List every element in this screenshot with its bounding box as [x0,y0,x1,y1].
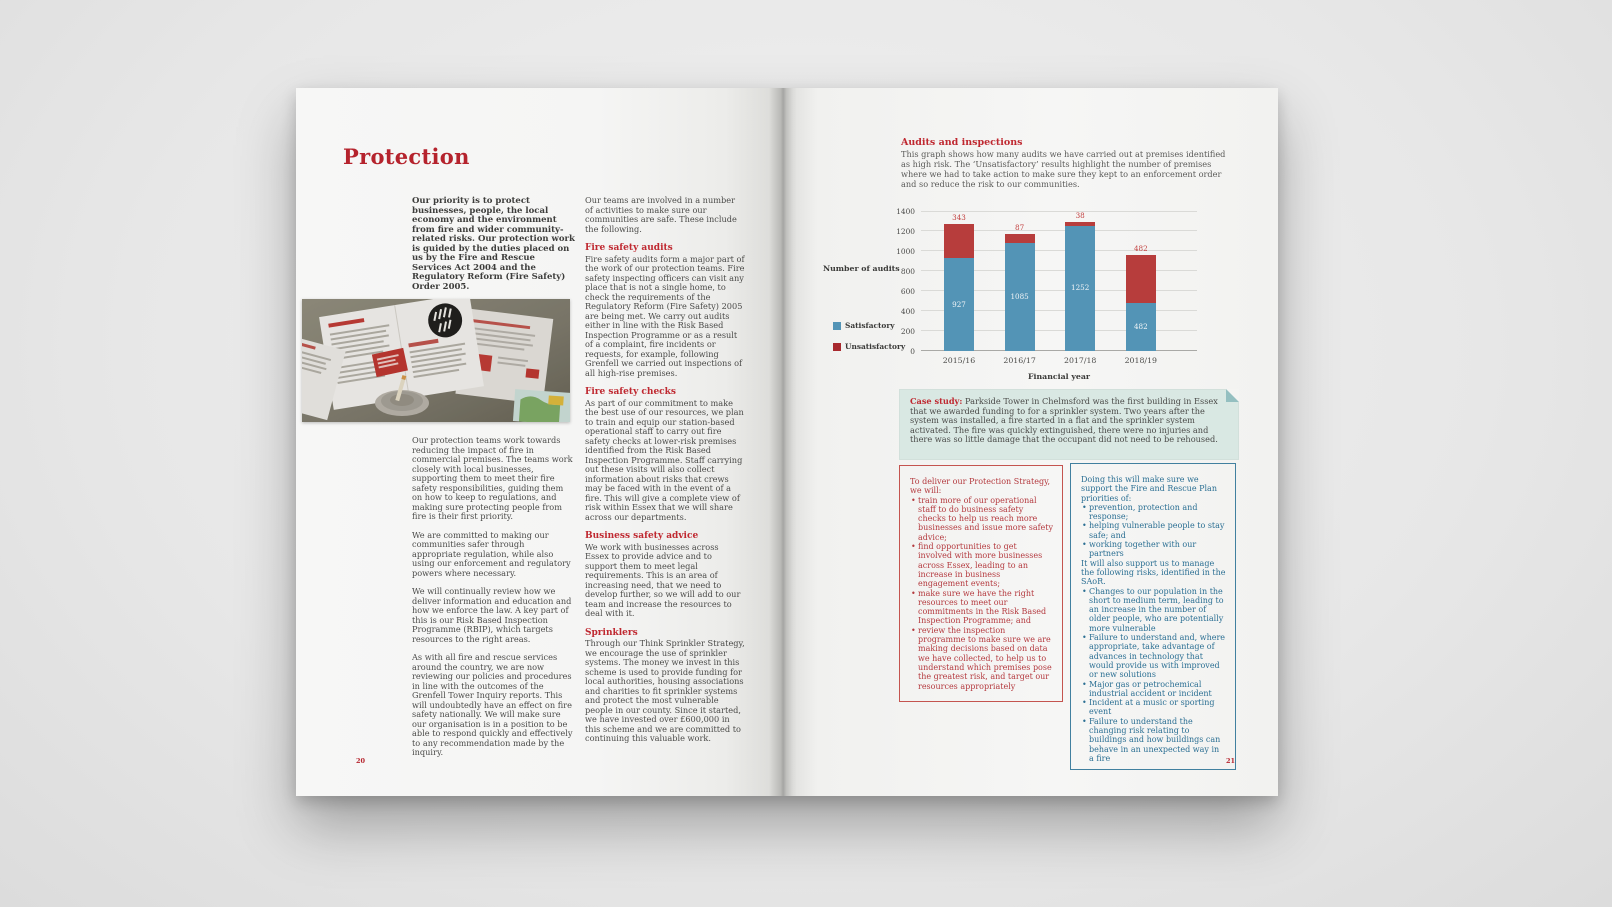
chart-section-intro: This graph shows how many audits we have carried out at premises identified as high risk. The ‘Unsatisfactory’ results highlight the number of premises where we had to take action to make sure they kept to an enforcement order and so reduce the risk to our communities. [901,149,1226,189]
list-item: • Failure to understand and, where appropriate, take advantage of advances in technology that would provide us with improved or new solutions [1081,633,1226,679]
bar-value-satisfactory: 1085 [1010,291,1029,301]
list-item: • Major gas or petrochemical industrial accident or incident [1081,680,1226,699]
legend-swatch-unsatisfactory-icon [833,343,841,351]
paragraph: We work with businesses across Essex to provide advice and to support them to meet legal requirements. This is an area of increasing need, that we need to develop further, so we will add to our team and increase the resources to deal with it. [585,541,741,618]
paragraph: Our teams are involved in a number of activities to make sure our communities are safe. These include the following. [585,195,737,234]
list-item: • working together with our partners [1081,540,1226,559]
bar-value-unsatisfactory: 482 [1133,243,1148,253]
y-axis-tick-label: 600 [900,286,915,296]
section-heading-business-safety-advice: Business safety advice [585,531,699,541]
x-axis-tick-label: 2015/16 [942,356,976,365]
chart-x-axis-title: Financial year [1028,372,1090,381]
x-axis-tick-label: 2017/18 [1063,356,1097,365]
list-item: • make sure we have the right resources to meet our commitments in the Risk Based Inspection Programme; and [910,589,1053,626]
legend-swatch-satisfactory-icon [833,322,841,330]
paragraph: As with all fire and rescue services around the country, we are now reviewing our policies and procedures in line with the outcomes of the Grenfell Tower Inquiry reports. This will undoubtedly have an effect on fire safety nationally. We will make sure our organisation is in a position to be able to respond quickly and effectively to any recommendation made by the inquiry. [412,652,573,757]
red-box-intro: To deliver our Protection Strategy, we will: [910,477,1051,496]
bar-value-satisfactory: 1252 [1071,283,1090,293]
brochures-smoke-alarm-image [302,299,570,422]
x-axis-tick-label: 2018/19 [1124,356,1157,365]
legend-label: Unsatisfactory [845,342,906,351]
list-item: • train more of our operational staff to do business safety checks to help us reach more businesses and issue more safety advice; [910,496,1053,542]
list-item: • review the inspection programme to make sure we are making decisions based on data we have collected, to help us to understand which premises pose the greatest risk, and target our resources appropriately [910,626,1053,691]
list-item: • Incident at a music or sporting event [1081,698,1226,717]
y-axis-tick-label: 800 [900,266,915,276]
page-title: Protection [343,144,470,169]
intro-paragraph: Our priority is to protect businesses, people, the local economy and the environment from fire and wider community-related risks. Our protection work is guided by the duties placed on us by the Fire and Rescue Services Act 2004 and the Regulatory Reform (Fire Safety) Order 2005. [412,196,575,292]
folded-corner-icon [1226,389,1239,402]
bar-value-satisfactory: 927 [952,299,966,309]
fire-rescue-plan-box [1070,463,1236,770]
bar-value-unsatisfactory: 87 [1015,222,1025,232]
bar-segment-unsatisfactory [1126,255,1156,303]
y-axis-tick-label: 1200 [896,226,915,236]
paragraph: We will continually review how we deliver information and education and how we enforce the law. A key part of this is our Risk Based Inspection Programme (RBIP), which targets resources to the right areas. [412,586,572,644]
section-heading-fire-safety-checks: Fire safety checks [585,387,676,397]
y-axis-tick-label: 400 [900,306,915,316]
protection-photo [302,299,570,422]
bar-segment-unsatisfactory [944,224,974,258]
case-study-body: Parkside Tower in Chelmsford was the first building in Essex that we awarded funding to for a sprinkler system. Two years after the system was installed, a fire started in a flat and the sprinkler system activated. The fire was quickly extinguished, there were no injuries and there was so little damage that the occupant did not need to be rehoused. [910,396,1218,445]
y-axis-tick-label: 1000 [896,246,915,256]
page-number-right: 21 [1226,757,1236,765]
section-heading-fire-safety-audits: Fire safety audits [585,243,673,253]
list-item: • Changes to our population in the short to medium term, leading to an increase in the number of older people, who are potentially more vulnerable [1081,587,1226,633]
list-item: • Failure to understand the changing risk relating to buildings and how buildings can behave in an unexpected way in a fire [1081,717,1226,763]
page-left [296,88,783,796]
bar-value-unsatisfactory: 38 [1075,211,1085,220]
bar-segment-unsatisfactory [1005,234,1035,243]
report-spread [296,88,1278,796]
y-axis-tick-label: 0 [910,346,915,356]
list-item: • prevention, protection and response; [1081,503,1226,522]
chart-plot [896,206,1197,365]
section-heading-sprinklers: Sprinklers [585,627,638,638]
list-item: • find opportunities to get involved with more businesses across Essex, leading to an increase in business engagement events; [910,542,1053,588]
page-right [783,88,1278,796]
bar-value-unsatisfactory: 343 [952,213,966,222]
column-2-text [585,196,745,753]
x-axis-tick-label: 2016/17 [1003,356,1036,365]
page-number-left: 20 [356,757,366,765]
blue-box-middle-text: It will also support us to manage the following risks, identified in the SAoR. [1081,558,1226,587]
y-axis-tick-label: 1400 [896,206,915,216]
paragraph: We are committed to making our communities safer through appropriate regulation, while also using our enforcement and regulatory powers where necessary. [412,529,571,578]
paragraph: As part of our commitment to make the best use of our resources, we plan to train and equip our station-based operational staff to carry out fire safety checks at lower-risk premises identified from the Risk Based Inspection Programme. Staff carrying out these visits will also collect information about risks that crews may be faced with in the event of a fire. This will give a complete view of risk within Essex that we will share across our departments. [585,397,744,522]
bar-value-satisfactory: 482 [1133,321,1148,331]
paragraph: Fire safety audits form a major part of the work of our protection teams. Fire safety inspecting officers can visit any place that is not a single home, to check the requirements of the Regulatory Reform (Fire Safety) 2005 are being met. We carry out audits either in line with the Risk Based Inspection Programme or as a result of a complaint, fire incidents or requests, for example, following Grenfell we carried out inspections of all high-rise premises. [585,253,745,378]
legend-label: Satisfactory [845,321,895,330]
chart-y-axis-title: Number of audits [823,264,900,273]
list-item: • helping vulnerable people to stay safe; and [1081,521,1226,540]
chart-section-heading: Audits and inspections [901,137,1023,148]
bar-segment-unsatisfactory [1065,222,1095,226]
paragraph: Our protection teams work towards reducing the impact of fire in commercial premises. The teams work closely with local businesses, supporting them to meet their fire safety responsibilities, guiding them on how to keep to regulations, and making sure protecting people from fire is their first priority. [412,435,573,521]
blue-box-intro: Doing this will make sure we support the Fire and Rescue Plan priorities of: [1081,475,1217,503]
paragraph: Through our Think Sprinkler Strategy, we encourage the use of sprinkler systems. The money we invest in this scheme is used to provide funding for local authorities, housing associations and charities to fit sprinkler systems and protect the most vulnerable people in our county. Since it started, we have invested over £600,000 in this scheme and we are committed to continuing this valuable work. [585,638,745,743]
case-study-box [899,389,1239,460]
protection-strategy-box [899,465,1063,702]
y-axis-tick-label: 200 [900,326,915,336]
case-study-label: Case study: [910,396,963,406]
column-1-text [412,436,576,767]
